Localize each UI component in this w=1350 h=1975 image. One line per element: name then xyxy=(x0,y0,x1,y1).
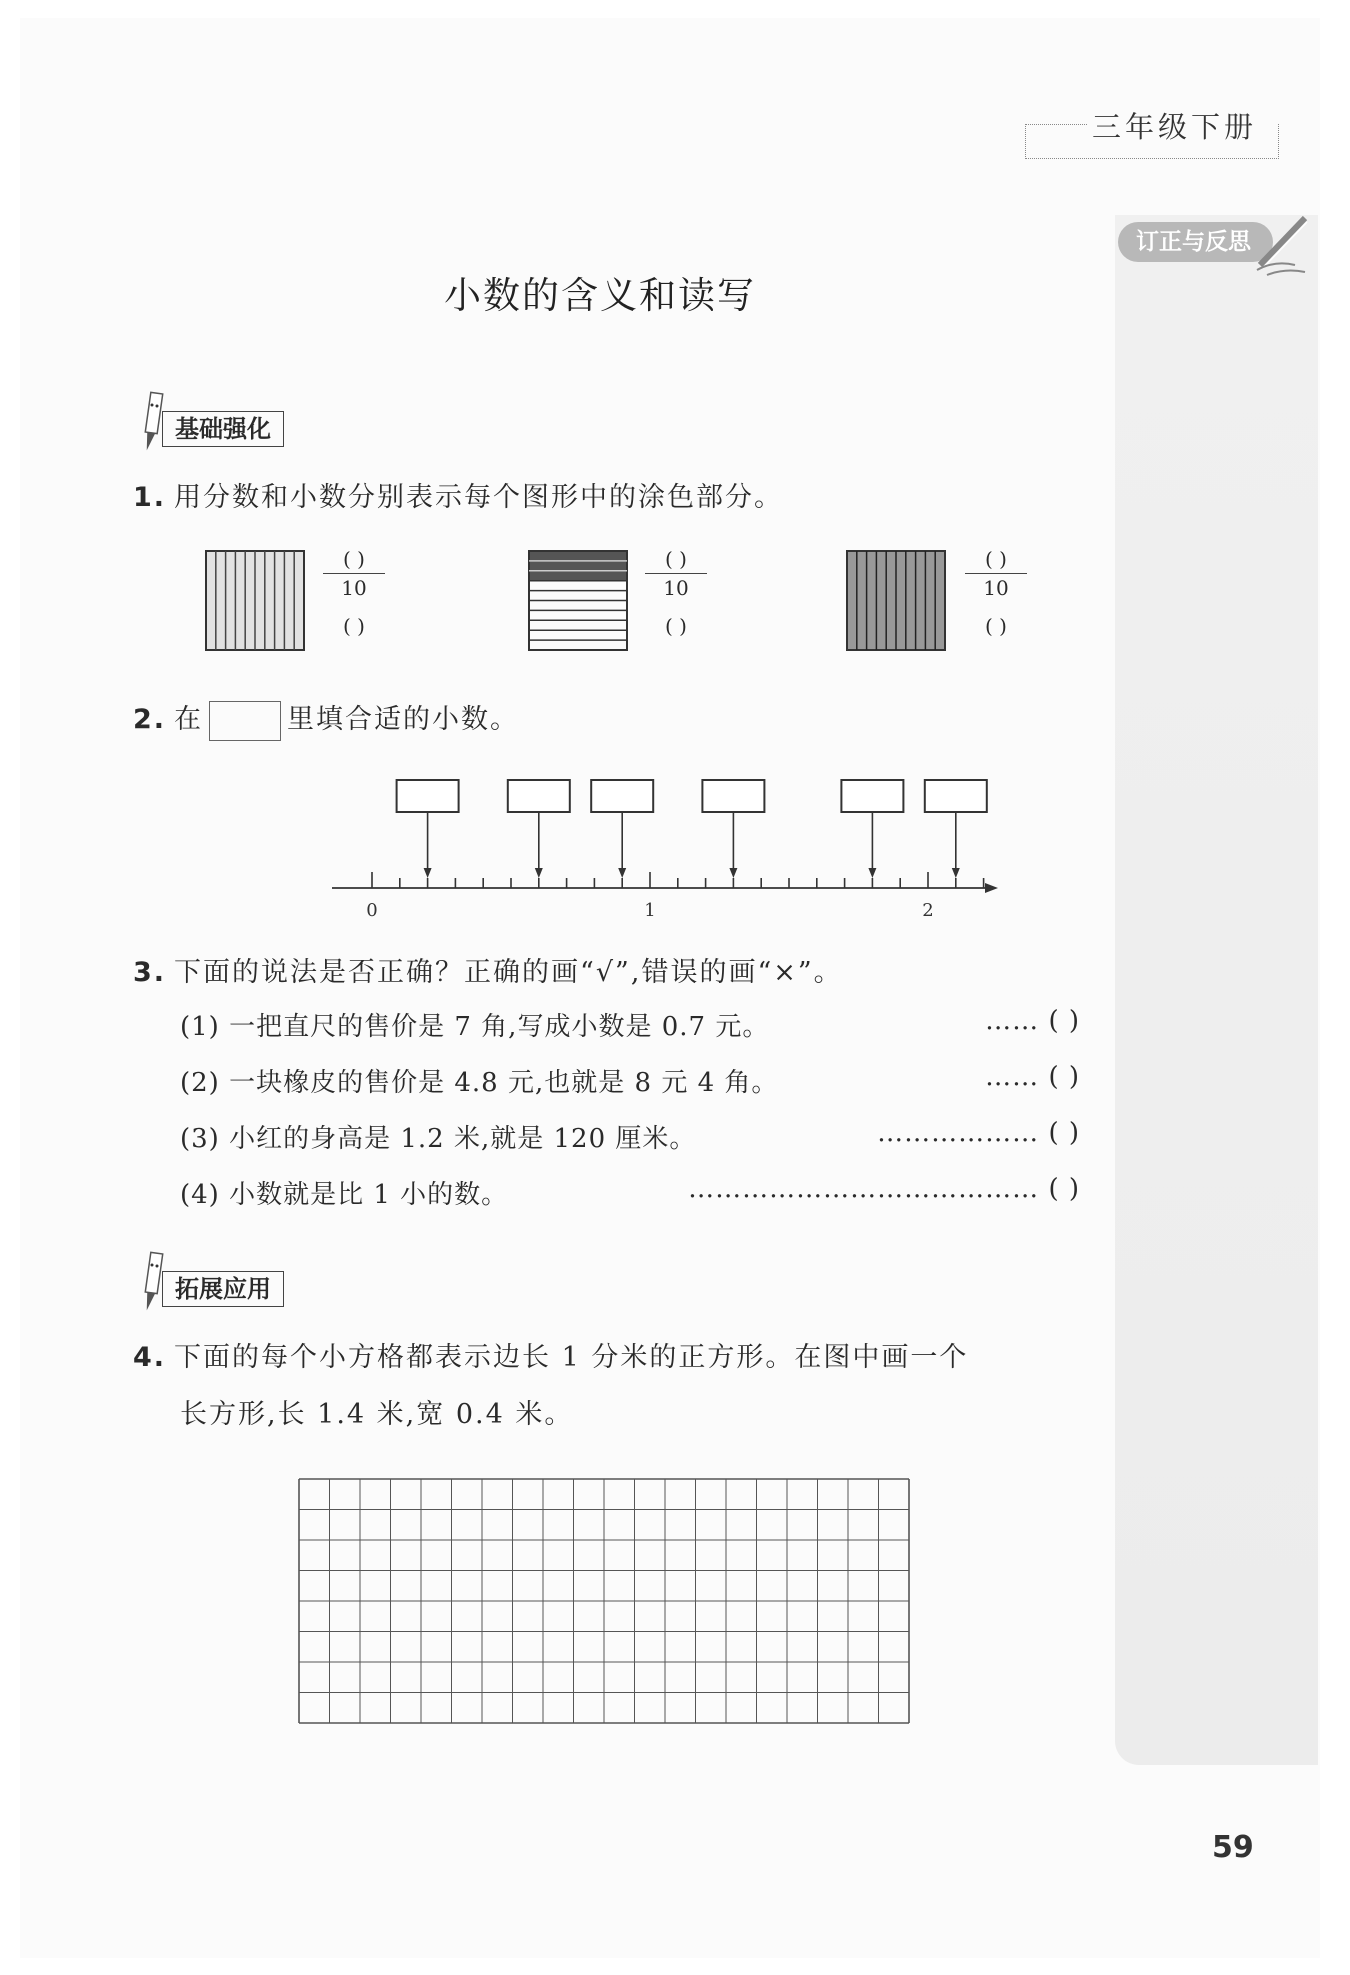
statement-label: (1) xyxy=(180,1012,220,1042)
correction-panel xyxy=(1115,215,1318,1765)
denominator: 10 xyxy=(663,576,689,600)
number-line xyxy=(320,770,1000,920)
tick-label: 0 xyxy=(366,900,378,920)
statement-2 xyxy=(180,1062,1080,1099)
figure-2 xyxy=(528,550,628,652)
answer-box xyxy=(841,780,903,812)
section-label: 基础强化 xyxy=(162,411,284,447)
fraction-bar xyxy=(965,573,1027,574)
section-extension xyxy=(140,1265,305,1307)
figure-3 xyxy=(846,550,946,652)
reflect-tag: 订正与反思 xyxy=(1118,222,1273,262)
fraction-1 xyxy=(323,547,385,638)
axis-arrowhead xyxy=(985,883,998,893)
section-label: 拓展应用 xyxy=(162,1271,284,1307)
statement-text: 一把直尺的售价是 7 角,写成小数是 0.7 元。 xyxy=(229,1012,770,1042)
grade-label: 三年级下册 xyxy=(1092,110,1258,144)
example-box xyxy=(209,701,281,741)
leader-dots: ……………… xyxy=(877,1118,1040,1148)
question-4 xyxy=(133,1335,968,1374)
pointer-arrowhead xyxy=(618,868,626,878)
pointer-arrowhead xyxy=(535,868,543,878)
decimal-blank[interactable]: ( ) xyxy=(985,614,1007,638)
pen-icon xyxy=(1255,210,1315,280)
answer-box xyxy=(397,780,459,812)
question-3 xyxy=(133,950,843,989)
statement-label: (2) xyxy=(180,1068,220,1098)
tick-label: 2 xyxy=(922,900,934,920)
drawing-grid[interactable] xyxy=(298,1478,913,1726)
figure-1 xyxy=(205,550,305,652)
statement-3 xyxy=(180,1118,1080,1155)
answer-paren[interactable]: ( ) xyxy=(1048,1006,1080,1036)
pointer-arrowhead xyxy=(424,868,432,878)
numerator-blank[interactable]: ( ) xyxy=(343,547,365,571)
decimal-blank[interactable]: ( ) xyxy=(665,614,687,638)
fraction-bar xyxy=(645,573,707,574)
answer-paren[interactable]: ( ) xyxy=(1048,1118,1080,1148)
statement-label: (4) xyxy=(180,1180,220,1210)
question-text-before: 在 xyxy=(174,704,204,735)
fraction-bar xyxy=(323,573,385,574)
leader-dots: ………………………………… xyxy=(688,1174,1040,1204)
statement-text: 小数就是比 1 小的数。 xyxy=(229,1180,509,1210)
page-title: 小数的含义和读写 xyxy=(444,274,756,317)
question-4-line2: 长方形,长 1.4 米,宽 0.4 米。 xyxy=(180,1399,574,1430)
fraction-2 xyxy=(645,547,707,638)
page-number: 59 xyxy=(1212,1830,1254,1865)
statement-text: 小红的身高是 1.2 米,就是 120 厘米。 xyxy=(229,1124,697,1154)
question-number: 3. xyxy=(133,957,167,988)
question-text: 用分数和小数分别表示每个图形中的涂色部分。 xyxy=(174,482,784,513)
question-number: 2. xyxy=(133,704,167,735)
question-1 xyxy=(133,475,783,514)
question-text-line1: 下面的每个小方格都表示边长 1 分米的正方形。在图中画一个 xyxy=(174,1342,969,1373)
answer-box xyxy=(591,780,653,812)
denominator: 10 xyxy=(983,576,1009,600)
answer-box xyxy=(702,780,764,812)
tick-label: 1 xyxy=(644,900,656,920)
decimal-blank[interactable]: ( ) xyxy=(343,614,365,638)
question-text: 下面的说法是否正确？正确的画“√”,错误的画“×”。 xyxy=(174,957,843,988)
statement-4 xyxy=(180,1174,1080,1211)
answer-box xyxy=(925,780,987,812)
leader-dots: …… xyxy=(985,1006,1040,1036)
fraction-3 xyxy=(965,547,1027,638)
question-number: 4. xyxy=(133,1342,167,1373)
pointer-arrowhead xyxy=(729,868,737,878)
numerator-blank[interactable]: ( ) xyxy=(985,547,1007,571)
question-2 xyxy=(133,697,519,741)
section-basic xyxy=(140,405,305,447)
question-number: 1. xyxy=(133,482,167,513)
numerator-blank[interactable]: ( ) xyxy=(665,547,687,571)
denominator: 10 xyxy=(341,576,367,600)
statement-label: (3) xyxy=(180,1124,220,1154)
question-text-after: 里填合适的小数。 xyxy=(287,704,520,735)
statement-text: 一块橡皮的售价是 4.8 元,也就是 8 元 4 角。 xyxy=(229,1068,779,1098)
pointer-arrowhead xyxy=(952,868,960,878)
statement-1 xyxy=(180,1006,1080,1043)
answer-box xyxy=(508,780,570,812)
answer-paren[interactable]: ( ) xyxy=(1048,1062,1080,1092)
answer-paren[interactable]: ( ) xyxy=(1048,1174,1080,1204)
pointer-arrowhead xyxy=(868,868,876,878)
leader-dots: …… xyxy=(985,1062,1040,1092)
